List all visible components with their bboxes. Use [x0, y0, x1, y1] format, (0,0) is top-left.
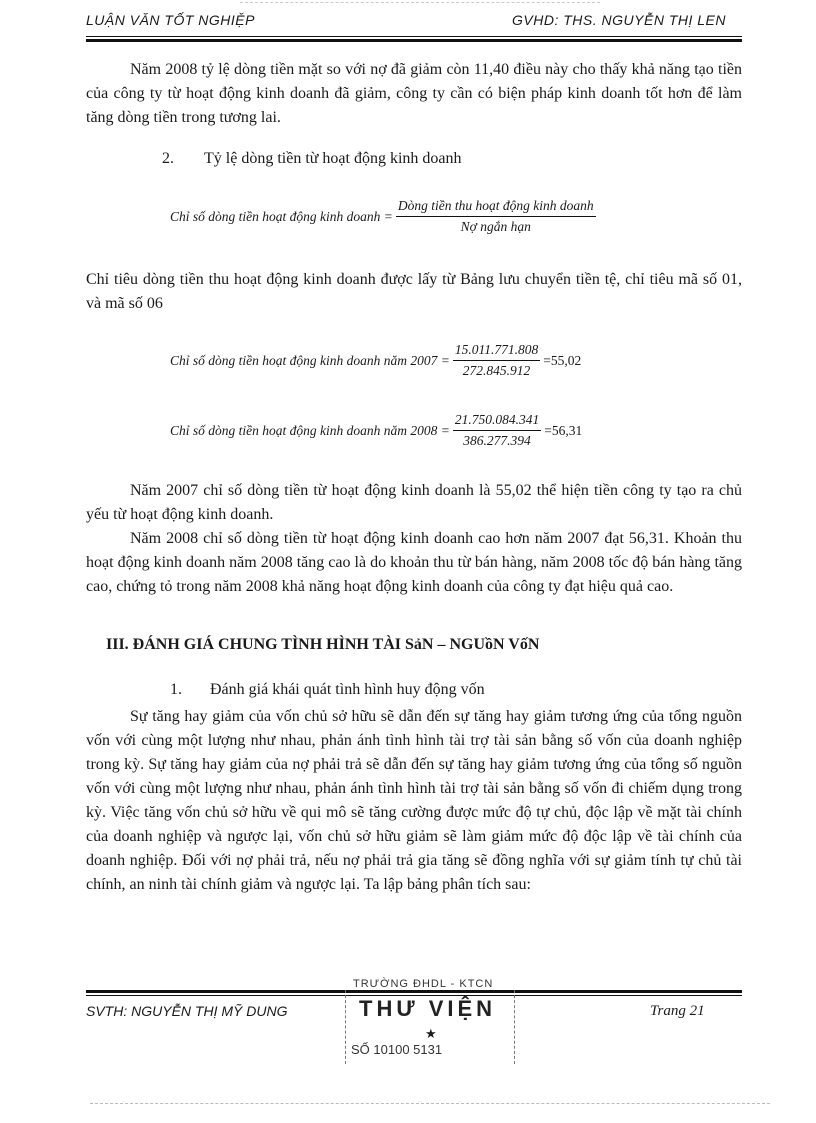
stamp-school: TRƯỜNG ĐHDL - KTCN: [353, 978, 494, 990]
formula-2008-result: =56,31: [544, 422, 583, 438]
formula-2008-label: Chỉ số dòng tiền hoạt động kinh doanh năm 2008 =: [170, 422, 450, 438]
paragraph-capital-assessment: Sự tăng hay giảm của vốn chủ sở hữu sẽ dẫn đến sự tăng hay giảm tương ứng của tổng nguồn vốn với cùng một lượng như nhau, phản ánh tình hình tài trợ tài sản bằng số vốn của doanh nghiệp trong kỳ. Sự tăng hay giảm của nợ phải trả sẽ dẫn đến sự tăng hay giảm tương ứng của tổng số nguồn vốn với cùng một lượng như nhau, phản ánh tình hình tài trợ tài sản bằng số vốn đi chiếm dụng trong kỳ. Việc tăng vốn chủ sở hữu về qui mô sẽ tăng cường được mức độ tự chủ, độc lập về mặt tài chính của doanh nghiệp và ngược lại, vốn chủ sở hữu giảm sẽ làm giảm mức độ độc lập về tài chính của doanh nghiệp. Đối với nợ phải trả, nếu nợ phải trả gia tăng sẽ đồng nghĩa với sự giảm tính tự chủ tài chính, an ninh tài chính giảm và ngược lại. Ta lập bảng phân tích sau:: [86, 708, 742, 893]
formula-definition-label: Chỉ số dòng tiền hoạt động kinh doanh =: [170, 208, 393, 224]
formula-2008-fraction: [453, 412, 541, 449]
header-rule-thick: [86, 39, 742, 42]
formula-definition-numerator: Dòng tiền thu hoạt động kinh doanh: [396, 198, 596, 217]
formula-2007-fraction: [453, 342, 540, 379]
scan-edge-bottom: [90, 1103, 770, 1104]
paragraph-2007-analysis: Năm 2007 chỉ số dòng tiền từ hoạt động kinh doanh là 55,02 thể hiện tiền công ty tạo ra chủ yếu từ hoạt động kinh doanh.: [86, 482, 742, 523]
header-advisor: GVHD: THS. NGUYỄN THỊ LEN: [512, 12, 726, 28]
stamp-number: SỐ 10100 5131: [351, 1042, 443, 1057]
formula-2008: [170, 412, 582, 449]
footer-student: SVTH: NGUYỄN THỊ MỸ DUNG: [86, 1003, 288, 1019]
formula-2007: [170, 342, 581, 379]
section-heading-iii: III. ĐÁNH GIÁ CHUNG TÌNH HÌNH TÀI SảN – NGUồN VốN: [106, 636, 540, 653]
header-title: LUẬN VĂN TỐT NGHIỆP: [86, 12, 255, 28]
library-stamp: [345, 976, 515, 1068]
formula-2007-numerator: 15.011.771.808: [453, 342, 540, 361]
formula-definition: [170, 198, 599, 235]
stamp-library: THƯ VIỆN: [359, 996, 497, 1021]
star-icon: ★: [425, 1026, 437, 1041]
item-number-2: 2.: [162, 150, 174, 167]
item-number-1: 1.: [170, 681, 182, 698]
paragraph-data-source: Chỉ tiêu dòng tiền thu hoạt động kinh doanh được lấy từ Bảng lưu chuyển tiền tệ, chỉ tiêu mã số 01, và mã số 06: [86, 271, 742, 312]
item-heading-2: Tỷ lệ dòng tiền từ hoạt động kinh doanh: [204, 150, 462, 167]
formula-definition-denominator: Nợ ngắn hạn: [460, 219, 531, 234]
item-heading-1: Đánh giá khái quát tình hình huy động vốn: [210, 681, 485, 698]
formula-definition-fraction: [396, 198, 596, 235]
paragraph-2008-analysis: Năm 2008 chỉ số dòng tiền từ hoạt động kinh doanh cao hơn năm 2007 đạt 56,31. Khoản thu hoạt động kinh doanh năm 2008 tăng cao là do khoản thu từ bán hàng, năm 2008 tốc độ bán hàng tăng cao, chứng tỏ trong năm 2008 khả năng hoạt động kinh doanh của công ty đạt hiệu quả cao.: [86, 530, 742, 595]
formula-2007-result: =55,02: [543, 352, 582, 368]
page-header: [86, 8, 726, 34]
formula-2007-label: Chỉ số dòng tiền hoạt động kinh doanh năm 2007 =: [170, 352, 450, 368]
formula-2007-denominator: 272.845.912: [462, 363, 531, 378]
paragraph-cashflow-ratio-2008: Năm 2008 tỷ lệ dòng tiền mặt so với nợ đã giảm còn 11,40 điều này cho thấy khả năng tạo tiền của công ty từ hoạt động kinh doanh đã giảm, công ty cần có biện pháp kinh doanh tốt hơn để làm tăng dòng tiền trong tương lai.: [86, 61, 742, 126]
formula-2008-denominator: 386.277.394: [463, 433, 531, 448]
footer-page-number: Trang 21: [650, 1003, 705, 1019]
formula-2008-numerator: 21.750.084.341: [453, 412, 541, 431]
header-rule-thin: [86, 36, 742, 37]
scan-edge-top: [240, 2, 600, 3]
